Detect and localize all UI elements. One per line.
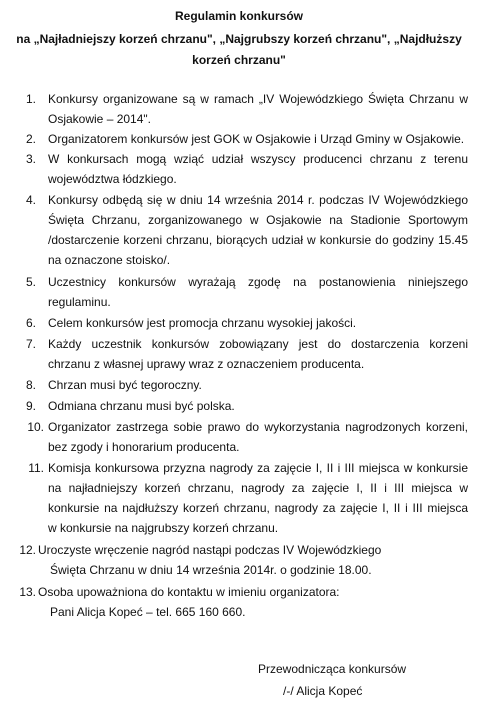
rule-number: 1.	[25, 92, 36, 106]
document-title-line-1: Regulamin konkursów	[174, 9, 304, 23]
rule-number: 7.	[25, 337, 36, 351]
document-title-line-3: korzeń chrzanu"	[192, 53, 286, 67]
rule-number: 12.	[19, 543, 36, 557]
rule-number: 13.	[19, 585, 36, 599]
rule-number: 5.	[25, 275, 36, 289]
rule-text-line: regulaminu.	[48, 295, 111, 309]
rule-text-line: konkursie na najdłuższy korzeń chrzanu, nagrody za zajęcie I, II i III miejsca	[48, 501, 468, 515]
rule-text	[48, 313, 468, 333]
rule-text	[48, 149, 468, 189]
rule-text-line: W konkursach mogą wziąć udział wszyscy producenci chrzanu z terenu	[48, 152, 468, 166]
rule-text	[48, 89, 468, 129]
rule-number: 6.	[25, 316, 36, 330]
rule-number: 8.	[25, 378, 36, 392]
rule-text	[48, 129, 468, 149]
rule-text	[48, 396, 468, 416]
rule-text-line: Konkursy organizowane są w ramach „IV Wojewódzkiego Święta Chrzanu w	[48, 92, 468, 106]
rule-text-line: Uczestnicy konkursów wyrażają zgodę na postanowienia niniejszego	[48, 275, 468, 289]
rule-text	[48, 417, 468, 457]
rule-text-line: województwa łódzkiego.	[48, 172, 177, 186]
rule-text-line: Organizatorem konkursów jest GOK w Osjakowie i Urząd Gminy w Osjakowie.	[48, 132, 465, 146]
rule-text-line: Komisja konkursowa przyzna nagrody za zajęcie I, II i III miejsca w konkursie	[48, 461, 468, 475]
rule-text	[48, 272, 468, 312]
rule-text-line: Święta Chrzanu w dniu 14 września 2014r. o godzinie 18.00.	[50, 563, 372, 577]
rule-text-line: Osoba upoważniona do kontaktu w imieniu organizatora:	[38, 585, 340, 599]
rule-text-line: w konkursie na najgrubszy korzeń chrzanu.	[48, 521, 279, 535]
rule-number: 2.	[25, 132, 36, 146]
rule-text-line: Uroczyste wręczenie nagród nastąpi podczas IV Wojewódzkiego	[38, 543, 382, 557]
rule-text	[48, 375, 468, 395]
rule-number: 11.	[28, 461, 44, 475]
rule-text-line: Chrzan musi być tegoroczny.	[48, 378, 202, 392]
rule-text	[48, 190, 468, 270]
signature-role: Przewodnicząca konkursów	[258, 662, 407, 676]
rule-text	[48, 334, 468, 374]
rule-text-line: Każdy uczestnik konkursów zobowiązany jest do dostarczenia korzeni	[48, 337, 468, 351]
rule-number: 3.	[25, 152, 36, 166]
rule-text-line: na oznaczone stoisko/.	[48, 253, 171, 267]
rule-text-line: bez zgody i honorarium producenta.	[48, 440, 240, 454]
rule-number: 10.	[27, 420, 44, 434]
rule-text-line: Pani Alicja Kopeć – tel. 665 160 660.	[50, 605, 246, 619]
rule-text-line: Organizator zastrzega sobie prawo do wykorzystania nagrodzonych korzeni,	[48, 420, 468, 434]
rule-text-line: na najładniejszy korzeń chrzanu, nagrody za zajęcie I, II i III miejsca w	[48, 481, 468, 495]
rule-text	[38, 540, 438, 580]
rule-text-line: Odmiana chrzanu musi być polska.	[48, 399, 235, 413]
signature-name: /-/ Alicja Kopeć	[283, 684, 363, 698]
rule-text-line: /dostarczenie korzeni chrzanu, biorących udział w konkursie do godziny 15.45	[48, 233, 468, 247]
rule-text-line: Konkursy odbędą się w dniu 14 września 2014 r. podczas IV Wojewódzkiego	[48, 193, 468, 207]
rule-text-line: chrzanu z własnej uprawy wraz z oznaczeniem producenta.	[48, 357, 365, 371]
document-title-line-2: na „Najładniejszy korzeń chrzanu", „Najgrubszy korzeń chrzanu", „Najdłuższy	[16, 32, 462, 46]
rule-text-line: Celem konkursów jest promocja chrzanu wysokiej jakości.	[48, 316, 357, 330]
rule-text	[38, 582, 438, 622]
rule-text	[48, 458, 468, 538]
rule-number: 4.	[25, 193, 36, 207]
rule-number: 9.	[25, 399, 36, 413]
rule-text-line: Osjakowie – 2014".	[48, 112, 151, 126]
rule-text-line: Święta Chrzanu, zorganizowanego w Osjakowie na Stadionie Sportowym	[48, 213, 468, 227]
